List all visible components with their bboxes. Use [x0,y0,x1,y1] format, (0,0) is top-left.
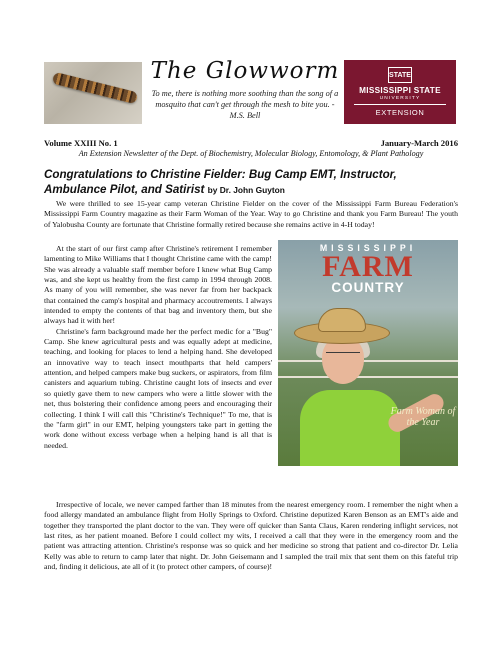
paragraph-1: We were thrilled to see 15-year camp veteran Christine Fielder on the cover of the Mississippi Farm Bureau Federation's Mississippi Farm Country magazine as their Farm Woman of the Year. Way to go Christine and thank you Farm Bureau! The youth of Yalobusha County are fortunate that Christine formally retired because she remains active in 4-H today! [44,199,458,229]
article-byline: by Dr. John Guyton [207,185,285,195]
portrait-glasses [326,352,360,360]
cover-masthead-country: COUNTRY [331,280,405,295]
article-headline [44,167,458,198]
msu-extension-logo [344,60,456,124]
portrait-shirt [300,390,400,466]
masthead-quote: To me, there is nothing more soothing than the song of a mosquito that can't get through the mesh to bite you. - M.S. Bell [151,89,339,120]
paragraph-4: Irrespective of locale, we never camped farther than 18 minutes from the nearest emergency room. I remember the night when a food allergy mandated an ambulance flight from Holly Springs to Oxford. Christine deputized Karen Benson as an EMT's aide and together they transported the plant doctor to the van. They were off quicker than Santa Claus, Karen rendering inflight services, not last rites, as her patient moaned. Before I could collect my wits, I received a call that they were in the emergency room and the patient was attracting attention. Christine's response was so quick and her medicine so strong that patient and co-director Dr. Lelia Kelly was able to return to camp later that night. Dr. John Geisemann and I sampled the trail mix that sent them on this fateful trip and, finding it delicious, ate all of it (to protect other campers, of course)! [44,500,458,572]
cover-caption: Farm Woman of the Year [390,406,456,428]
newsletter-header [0,0,502,132]
article-title: Congratulations to Christine Fielder: Bug Camp EMT, Instructor, Ambulance Pilot, and Satirist [44,168,397,196]
msu-logo-mark: STATE [388,67,412,83]
article-column [44,244,272,451]
cover-masthead-farm: FARM [322,250,414,283]
volume-number: Volume XXIII No. 1 [44,138,118,148]
paragraph-2: At the start of our first camp after Christine's retirement I remember lamenting to Mike Williams that I thought Christine came with the camp! She was already a valuable staff member before I knew what Bug Camp was, and she kept us healthy from the first camp in 1994 through 2008. As many of you will remember, she was never far from her backpack that contained the camp's hospital and pharmacy accoutrements. I always intended to empty the contents of that bag and inventory them, but she always had it with her! [44,244,272,326]
glowworm-photo [44,62,142,124]
article-continued [44,500,458,572]
portrait-hat-crown [318,308,366,332]
masthead [150,58,340,121]
cover-masthead-top: MISSISSIPPI [319,243,417,253]
magazine-cover-photo [278,240,458,466]
newsletter-title: The Glowworm [150,58,340,84]
newsletter-subtitle: An Extension Newsletter of the Dept. of Biochemistry, Molecular Biology, Entomology, & Plant Pathology [78,149,424,158]
glowworm-illustration [52,72,138,104]
cover-portrait [290,308,410,466]
logo-line-subtitle: UNIVERSITY [379,96,421,101]
paragraph-3: Christine's farm background made her the perfect medic for a "Bug" Camp. She knew agricultural pests and was equally adept at medicine, teaching, and looking for places to lend a helping hand. She developed an innovative way to teach insect mouthparts that held campers' attention, and helped campers make bug suckers, or aspirators, from film canisters and aquarium tubing. Christine caught lots of insects and ever so quietly gave them to new campers who were a little slower with the net, thus bolstering their confidence among peers and encouraging their collecting. I think I will call this "Christine's Technique!" To me, that is the "farm girl" in our EMT, helping youngsters take part in getting the work done without excess verbage when a helping hand is all that is needed. [44,326,272,450]
logo-line-extension: EXTENSION [375,108,425,117]
logo-divider [354,104,446,105]
issue-date: January-March 2016 [380,138,458,148]
logo-line-university: MISSISSIPPI STATE [359,86,441,95]
article-intro [44,199,458,230]
